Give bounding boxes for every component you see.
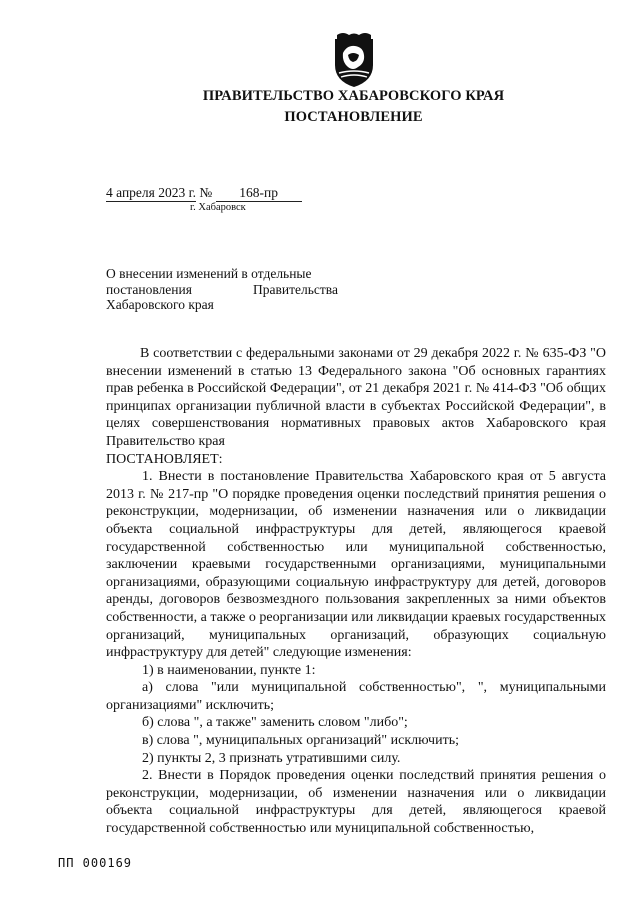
item-1-2-paragraph: 2) пункты 2, 3 признать утратившими силу. [142, 750, 401, 766]
subject-line-1: О внесении изменений в отдельные [106, 266, 312, 281]
decree-number: 168-пр [216, 185, 302, 202]
preamble-paragraph: В соответствии с федеральными законами от 29 декабря 2022 г. № 635-ФЗ "О внесении изменений в статью 13 Федерального закона "Об основных гарантиях прав ребенка в Российской Федерации", от 21 декабря 2021 г. № 414-ФЗ "Об общих принципах организации публичной власти в субъектах Российской Федерации", в целях совершенствования нормативных правовых актов Хабаровского края Правительство края [106, 346, 606, 449]
decree-date-row [106, 185, 346, 202]
decree-subject [106, 266, 338, 313]
city-label: г. Хабаровск [190, 202, 246, 213]
khabarovsk-krai-coat-of-arms-icon [331, 31, 377, 89]
item-1-paragraph: 1. Внести в постановление Правительства Хабаровского края от 5 августа 2013 г. № 217-пр "О порядке проведения оценки последствий принятия решения о реконструкции, модернизации, об изменении назначения или о ликвидации объекта социальной инфраструктуры для детей, являющегося краевой государственной собственностью или муниципальной собственностью, заключении краевыми государственными организациями, муниципальными организациями, образующими социальную инфраструктуру для детей, договоров аренды, договоров безвозмездного пользования закрепленных за ними объектов собственности, а также о реорганизации или ликвидации краевых государственных организаций, муниципальных организаций, образующих социальную инфраструктуру для детей" следующие изменения: [106, 469, 606, 661]
subject-line-2: постановления Правительства [106, 281, 338, 297]
item-1-1-paragraph: 1) в наименовании, пункте 1: [142, 662, 316, 678]
government-title: ПРАВИТЕЛЬСТВО ХАБАРОВСКОГО КРАЯ [202, 88, 505, 104]
serial-number: ПП 000169 [58, 856, 133, 870]
item-1-1-c-paragraph: в) слова ", муниципальных организаций" исключить; [142, 733, 459, 749]
item-1-1-b-paragraph: б) слова ", а также" заменить словом "либо"; [142, 715, 408, 731]
number-label: № [199, 185, 213, 200]
decree-title: ПОСТАНОВЛЕНИЕ [284, 109, 423, 125]
resolves-heading: ПОСТАНОВЛЯЕТ: [106, 451, 223, 467]
subject-line-3: Хабаровского края [106, 297, 214, 312]
item-1-1-a-paragraph: а) слова "или муниципальной собственностью", ", муниципальными организациями" исключить; [106, 680, 606, 713]
item-2-paragraph: 2. Внести в Порядок проведения оценки последствий принятия решения о реконструкции, модернизации, об изменении назначения или о ликвидации объекта социальной инфраструктуры для детей, являющегося краевой государственной собственностью или муниципальной собственностью, [106, 768, 606, 837]
decree-date: 4 апреля 2023 г. [106, 185, 196, 200]
decree-body [106, 345, 606, 838]
